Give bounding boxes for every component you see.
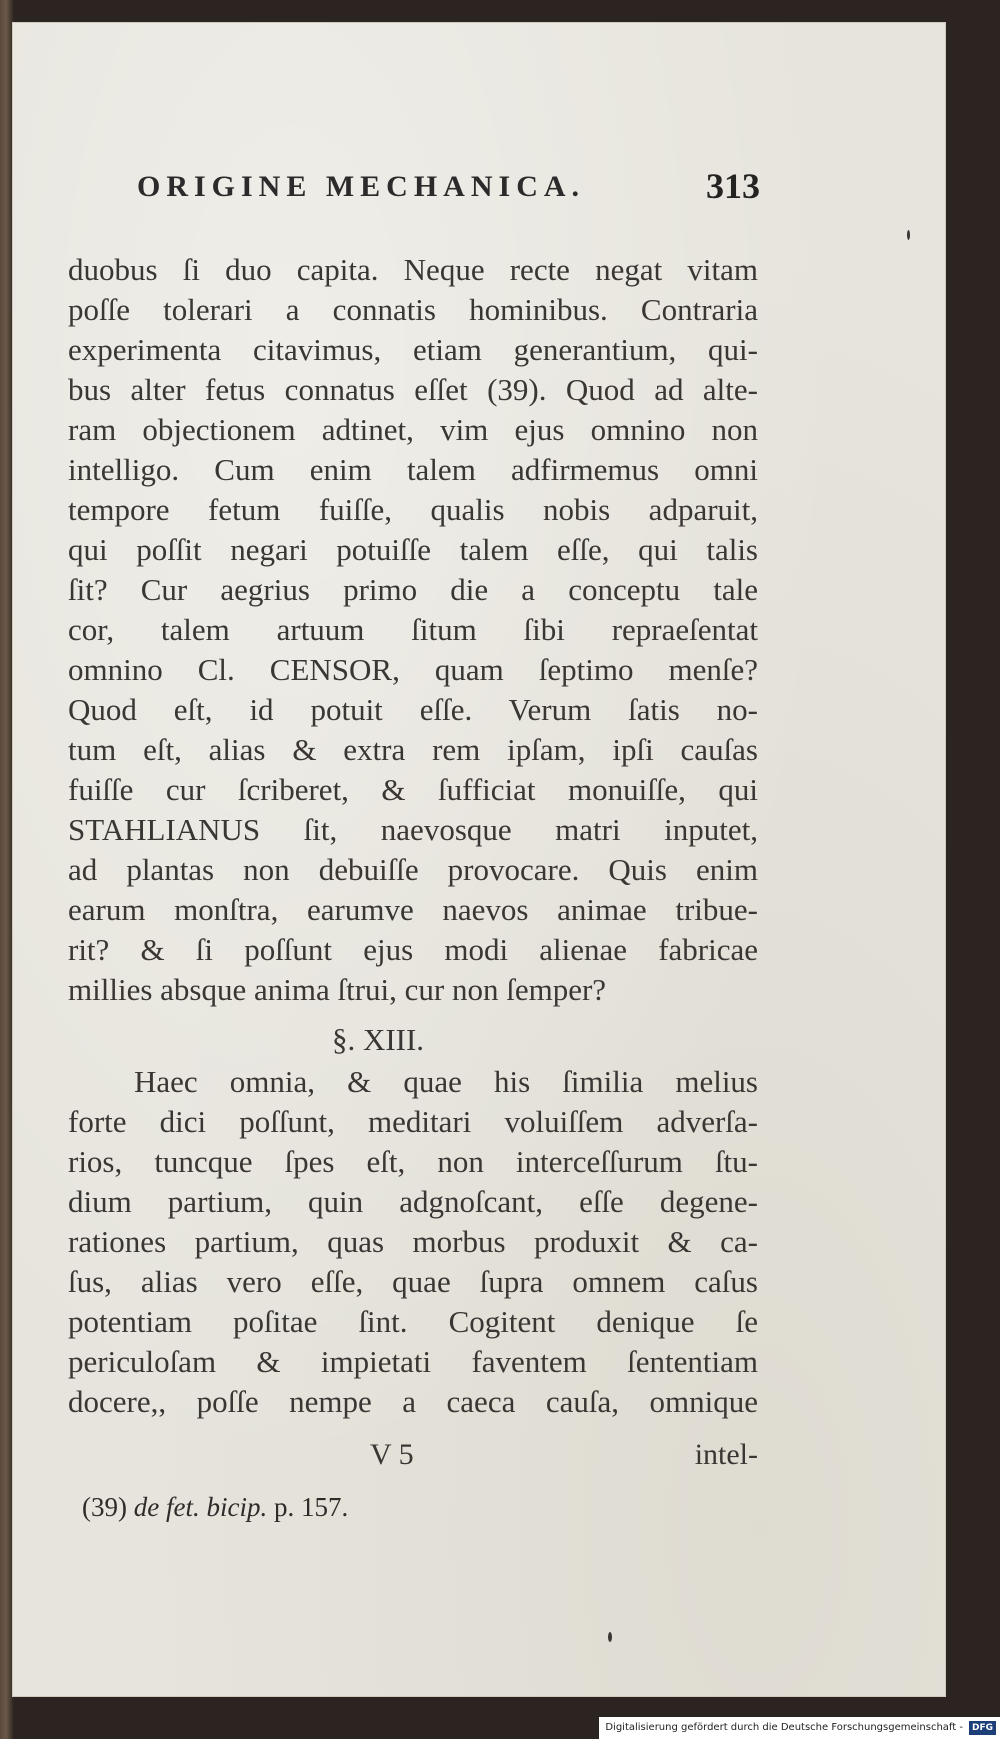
text-line: STAHLIANUS ſit, naevosque matri inputet,: [68, 812, 758, 847]
text-line: rios, tuncque ſpes eſt, non interceſſurum ſtu-: [68, 1144, 758, 1179]
text-line: periculoſam & impietati faventem ſententiam: [68, 1344, 758, 1379]
running-head: ORIGINE MECHANICA.: [137, 170, 586, 203]
text-line: ram objectionem adtinet, vim ejus omnino non: [68, 412, 758, 447]
text-line: bus alter fetus connatus eſſet (39). Quod ad alte-: [68, 372, 758, 407]
catchword: intel-: [694, 1438, 758, 1471]
text-line: qui poſſit negari potuiſſe talem eſſe, qui talis: [68, 532, 758, 567]
signature-mark: V 5: [370, 1438, 414, 1471]
section-heading: §. XIII.: [331, 1022, 425, 1057]
text-line: fuiſſe cur ſcriberet, & ſufficiat monuiſſe, qui: [68, 772, 758, 807]
text-line: experimenta citavimus, etiam generantium, qui-: [68, 332, 758, 367]
text-line: earum monſtra, earumve naevos animae tribue-: [68, 892, 758, 927]
text-line: Haec omnia, & quae his ſimilia melius: [134, 1064, 758, 1099]
text-line: cor, talem artuum ſitum ſibi repraeſentat: [68, 612, 758, 647]
text-line: ſit? Cur aegrius primo die a conceptu tale: [68, 572, 758, 607]
digitization-credit-text: Digitalisierung gefördert durch die Deutsche Forschungsgemeinschaft -: [605, 1722, 963, 1733]
footnote-page-ref: p. 157.: [273, 1492, 349, 1522]
text-line: poſſe tolerari a connatis hominibus. Contraria: [68, 292, 758, 327]
text-line: ſus, alias vero eſſe, quae ſupra omnem caſus: [68, 1264, 758, 1299]
text-line: intelligo. Cum enim talem adfirmemus omni: [68, 452, 758, 487]
text-line: millies absque anima ſtrui, cur non ſemper?: [68, 972, 607, 1007]
digitization-credit: [599, 1717, 1000, 1739]
text-line: duobus ſi duo capita. Neque recte negat vitam: [68, 252, 758, 287]
text-line: ad plantas non debuiſſe provocare. Quis enim: [68, 852, 758, 887]
page-number: 313: [706, 166, 760, 206]
text-line: rit? & ſi poſſunt ejus modi alienae fabricae: [68, 932, 758, 967]
text-line: omnino Cl. CENSOR, quam ſeptimo menſe?: [68, 652, 758, 687]
text-line: dium partium, quin adgnoſcant, eſſe degene-: [68, 1184, 758, 1219]
footnote-marker: (39): [82, 1492, 127, 1522]
dfg-logo: DFG: [969, 1721, 996, 1735]
ink-speck: [907, 230, 910, 240]
text-line: docere,, poſſe nempe a caeca cauſa, omnique: [68, 1384, 758, 1419]
text-line: rationes partium, quas morbus produxit & ca-: [68, 1224, 758, 1259]
ink-speck: [608, 1632, 612, 1642]
footnote-citation: de fet. bicip.: [133, 1492, 268, 1522]
text-line: forte dici poſſunt, meditari voluiſſem adverſa-: [68, 1104, 758, 1139]
body-text: [68, 250, 758, 1422]
text-line: potentiam poſitae ſint. Cogitent denique ſe: [68, 1304, 758, 1339]
text-line: Quod eſt, id potuit eſſe. Verum ſatis no-: [68, 692, 758, 727]
text-line: tum eſt, alias & extra rem ipſam, ipſi cauſas: [68, 732, 758, 767]
signature-line: [68, 1438, 758, 1478]
book-page: [12, 22, 946, 1697]
text-line: tempore fetum fuiſſe, qualis nobis adparuit,: [68, 492, 758, 527]
footnote: [82, 1492, 348, 1523]
